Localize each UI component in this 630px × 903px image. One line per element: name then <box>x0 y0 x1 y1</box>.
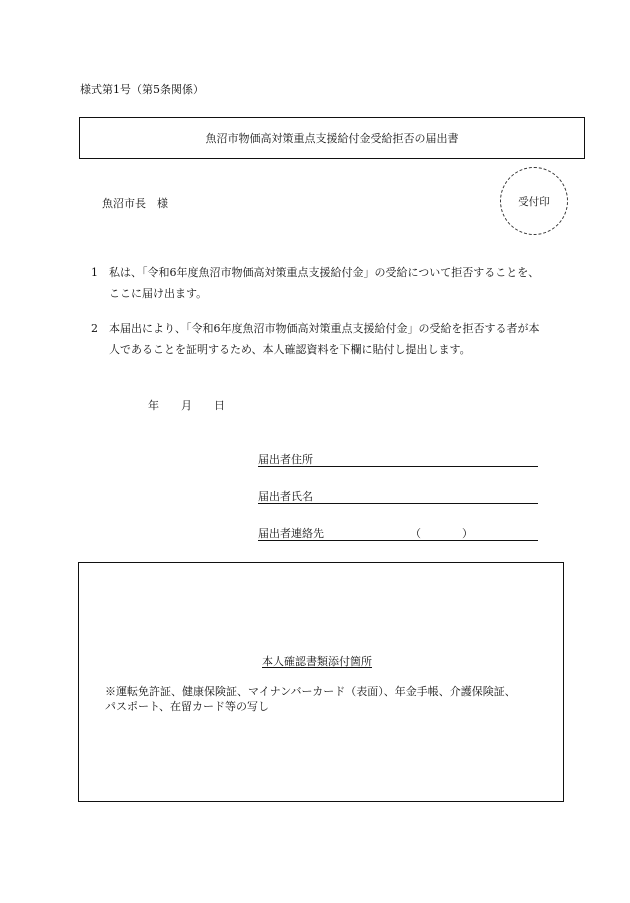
item-text-line: 人であることを証明するため、本人確認資料を下欄に貼付し提出します。 <box>109 343 471 356</box>
contact-paren-close: ） <box>462 527 473 540</box>
name-label: 届出者氏名 <box>258 490 313 503</box>
date-line <box>148 397 225 413</box>
item-text-line: ここに届け出ます。 <box>109 287 208 300</box>
attachment-title: 本人確認書類添付箇所 <box>262 655 372 668</box>
item-text-line: 私は、「令和6年度魚沼市物価高対策重点支援給付金」の受給について拒否することを、 <box>109 266 540 279</box>
contact-field[interactable] <box>258 525 538 541</box>
addressee: 魚沼市長 様 <box>102 197 168 210</box>
contact-label: 届出者連絡先 <box>258 527 324 540</box>
attachment-note-line: ※運転免許証、健康保険証、マイナンバーカード（表面）、年金手帳、介護保険証、 <box>105 685 516 698</box>
item-text-line: 本届出により、「令和6年度魚沼市物価高対策重点支援給付金」の受給を拒否する者が本 <box>109 322 540 335</box>
date-month: 月 <box>181 399 192 412</box>
date-year: 年 <box>148 399 159 412</box>
reception-stamp-area <box>500 167 568 235</box>
date-day: 日 <box>214 399 225 412</box>
name-field[interactable] <box>258 488 538 504</box>
address-field[interactable] <box>258 451 538 467</box>
item-number: 1 <box>91 266 98 279</box>
form-number: 様式第1号（第5条関係） <box>80 83 204 96</box>
item-number: 2 <box>91 322 98 335</box>
document-title-box <box>79 117 585 159</box>
id-attachment-area <box>78 562 564 802</box>
attachment-note-line: パスポート、在留カード等の写し <box>105 700 270 713</box>
contact-paren-open: （ <box>410 527 421 540</box>
reception-stamp-label: 受付印 <box>518 195 550 208</box>
address-label: 届出者住所 <box>258 453 313 466</box>
document-title: 魚沼市物価高対策重点支援給付金受給拒否の届出書 <box>205 132 459 145</box>
